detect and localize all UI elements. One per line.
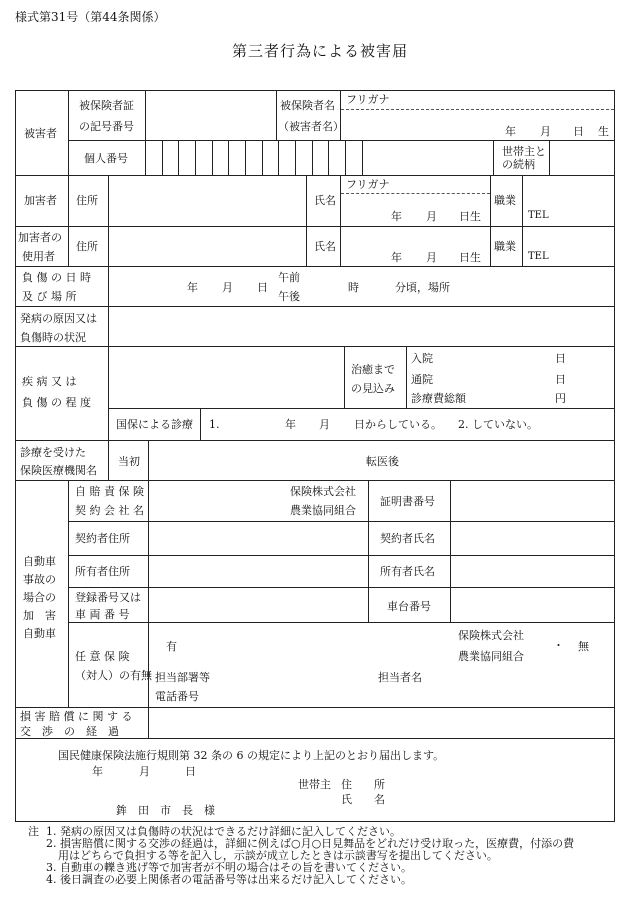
owner-name-label: 所有者氏名 [380, 565, 435, 578]
clinic-transfer-label: 転医後 [366, 455, 399, 468]
birth-year-label: 年 [505, 125, 516, 138]
kokuho-option-1[interactable]: 1. [209, 418, 220, 431]
injury-month-label: 月 [222, 281, 233, 294]
assailant-job-field[interactable] [523, 176, 613, 225]
kokuho-option-1-month: 月 [319, 418, 330, 431]
injury-minute-place-label: 分頃，場所 [395, 281, 450, 294]
employer-address-field[interactable] [109, 227, 305, 265]
note-1: 1. 発病の原因又は負傷時の状況はできるだけ詳細に記入してください。 [46, 825, 401, 838]
cause-field[interactable] [109, 307, 613, 345]
clinic-first-field[interactable] [149, 441, 363, 479]
assailant-job-label: 職業 [494, 194, 516, 207]
assailant-tel-label: TEL [528, 210, 549, 221]
kokuho-option-2[interactable]: 2. していない。 [458, 418, 538, 431]
birth-suffix: 生 [598, 125, 609, 138]
personal-number-field[interactable] [146, 141, 492, 174]
am-label: 午前 [278, 271, 300, 284]
injury-day-label: 日 [257, 281, 268, 294]
chassis-number-field[interactable] [451, 588, 613, 621]
household-relation-field[interactable] [550, 141, 613, 174]
person-in-charge-label: 担当者名 [378, 671, 422, 684]
pm-label: 午後 [278, 290, 300, 303]
registration-label: 登録番号又は [75, 591, 141, 604]
personal-number-label: 個人番号 [84, 152, 128, 165]
clinic-label-2: 保険医療機関名 [20, 464, 97, 477]
assailant-address-field[interactable] [109, 176, 305, 225]
voluntary-none-option[interactable]: 無 [578, 640, 589, 653]
assailant-address-label: 住所 [76, 194, 98, 207]
certificate-number-field[interactable] [451, 481, 613, 520]
assailant-section-label: 加害者 [24, 194, 57, 207]
clinic-transfer-field[interactable] [405, 441, 613, 479]
recovery-label-2: の見込み [351, 382, 395, 395]
declaration-month: 月 [139, 765, 150, 778]
note-2: 2. 損害賠償に関する交渉の経過は，詳細に例えば○月○日見舞品をどれだけ受け取った，医療費，付添の費 [46, 837, 575, 850]
jibaiseki-coop: 農業協同組合 [290, 504, 356, 517]
voluntary-insurance-co: 保険株式会社 [458, 629, 524, 642]
insured-number-field[interactable] [146, 91, 275, 139]
registration-field[interactable] [149, 588, 367, 621]
householder-label: 世帯主 [298, 778, 331, 791]
cause-label: 発病の原因又は [20, 312, 97, 325]
declaration-year: 年 [92, 765, 103, 778]
birth-month-label: 月 [540, 125, 551, 138]
voluntary-insurance-label-2: （対人）の有無 [75, 669, 152, 682]
outpatient-label: 通院 [411, 373, 433, 386]
cause-label-2: 負傷時の状況 [20, 331, 86, 344]
note-2-cont: 用はどちらで負担する等を記入し，示談が成立したときは示談書写を提出してください。 [58, 849, 498, 862]
injury-hour-label: 時 [348, 281, 359, 294]
registration-label-2: 車 両 番 号 [75, 608, 130, 621]
contractor-address-field[interactable] [149, 522, 367, 554]
car-section-label: 自動車 [23, 555, 56, 568]
car-section-label-5: 自動車 [23, 627, 56, 640]
kokuho-label: 国保による診療 [116, 418, 193, 431]
injury-time-label-2: 及 び 場 所 [22, 290, 77, 303]
insured-number-label-2: の記号番号 [79, 120, 134, 133]
victim-section-label: 被害者 [24, 127, 57, 140]
phone-number-label: 電話番号 [155, 690, 199, 703]
household-relation-label: 世帯主と [502, 145, 546, 158]
injury-year-label: 年 [187, 281, 198, 294]
form-number: 様式第31号（第44条関係） [15, 10, 166, 24]
owner-address-field[interactable] [149, 556, 367, 586]
employer-address-label: 住所 [76, 240, 98, 253]
assailant-birth-day: 日生 [459, 210, 481, 223]
department-label: 担当部署等 [155, 671, 210, 684]
illness-label: 疾 病 又 は [22, 375, 77, 388]
furigana-label: フリガナ [346, 93, 390, 106]
chassis-number-label: 車台番号 [387, 600, 431, 613]
injury-time-label: 負 傷 の 日 時 [22, 271, 91, 284]
birth-day-label: 日 [573, 125, 584, 138]
illness-field[interactable] [109, 347, 343, 407]
clinic-first-label: 当初 [118, 455, 140, 468]
insured-number-label: 被保険者証 [79, 99, 134, 112]
cost-unit: 円 [555, 392, 566, 405]
injury-time-field[interactable] [109, 267, 613, 305]
employer-section-label-2: 使用者 [22, 250, 55, 263]
employer-birth-year: 年 [391, 251, 402, 264]
recovery-label: 治癒まで [351, 363, 395, 376]
employer-birth-month: 月 [426, 251, 437, 264]
jibaiseki-insurance-co: 保険株式会社 [290, 485, 356, 498]
medical-cost-label: 診療費総額 [411, 392, 466, 405]
outpatient-unit: 日 [555, 373, 566, 386]
certificate-number-label: 証明書番号 [380, 495, 435, 508]
mayor-addressee: 鉾 田 市 長 様 [116, 804, 215, 817]
employer-tel-label: TEL [528, 251, 549, 262]
employer-section-label: 加害者の [18, 231, 62, 244]
notes-heading: 注 [28, 825, 39, 838]
car-section-label-3: 場合の [23, 591, 56, 604]
voluntary-insurance-label: 任 意 保 険 [75, 650, 130, 663]
owner-name-field[interactable] [451, 556, 613, 586]
household-relation-label-2: の続柄 [502, 158, 535, 171]
employer-job-field[interactable] [523, 227, 613, 265]
jibaiseki-field[interactable] [149, 481, 289, 520]
declaration-text: 国民健康保険法施行規則第 32 条の 6 の規定により上記のとおり届出します。 [58, 749, 445, 762]
negotiation-field[interactable] [149, 708, 613, 737]
jibaiseki-label: 自 賠 責 保 険 [75, 485, 144, 498]
owner-address-label: 所有者住所 [75, 565, 130, 578]
negotiation-label-2: 交 渉 の 経 過 [20, 725, 119, 738]
note-4: 4. 後日調査の必要上関係者の電話番号等は出来るだけ記入してください。 [46, 873, 412, 886]
householder-address-label: 住 所 [341, 778, 385, 791]
declaration-day: 日 [185, 765, 196, 778]
kokuho-option-1-year: 年 [285, 418, 296, 431]
jibaiseki-label-2: 契 約 会 社 名 [75, 504, 144, 517]
kokuho-option-1-text: 日からしている。 [354, 418, 442, 431]
note-3: 3. 自動車の轢き逃げ等で加害者が不明の場合はその旨を書いてください。 [46, 861, 412, 874]
inpatient-unit: 日 [555, 352, 566, 365]
assailant-birth-month: 月 [426, 210, 437, 223]
insured-name-label-2: （被害者名） [278, 120, 344, 133]
option-separator: ・ [553, 639, 564, 652]
car-section-label-2: 事故の [23, 573, 56, 586]
negotiation-label: 損 害 賠 償 に 関 す る [20, 710, 133, 723]
insured-name-label: 被保険者名 [280, 99, 335, 112]
employer-birth-day: 日生 [459, 251, 481, 264]
illness-label-2: 負 傷 の 程 度 [22, 396, 91, 409]
inpatient-label: 入院 [411, 352, 433, 365]
employer-job-label: 職業 [494, 240, 516, 253]
form-title: 第三者行為による被害届 [232, 42, 409, 60]
householder-name-label: 氏 名 [341, 793, 385, 806]
assailant-birth-year: 年 [391, 210, 402, 223]
contractor-address-label: 契約者住所 [75, 532, 130, 545]
voluntary-yes-option[interactable]: 有 [166, 640, 177, 653]
employer-name-label: 氏名 [314, 240, 336, 253]
clinic-label: 診療を受けた [20, 446, 86, 459]
voluntary-coop: 農業協同組合 [458, 650, 524, 663]
contractor-name-field[interactable] [451, 522, 613, 554]
voluntary-insurance-field[interactable] [149, 623, 613, 706]
assailant-name-label: 氏名 [314, 194, 336, 207]
car-section-label-4: 加 害 [23, 609, 56, 622]
assailant-furigana-label: フリガナ [346, 178, 390, 191]
contractor-name-label: 契約者氏名 [380, 532, 435, 545]
